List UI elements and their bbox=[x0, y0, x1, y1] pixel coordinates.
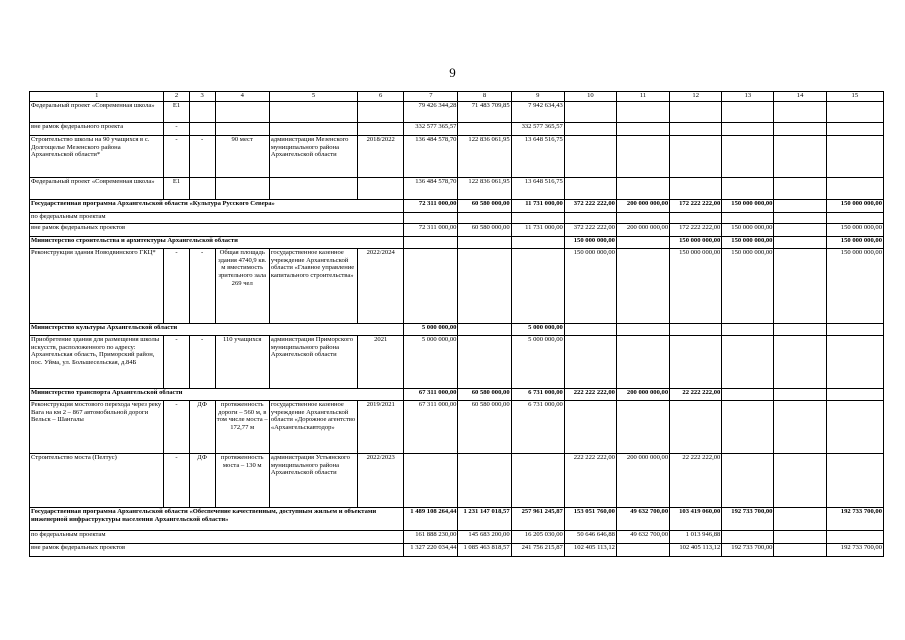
table-row bbox=[30, 401, 884, 454]
cell-regional-2 bbox=[670, 178, 722, 200]
cell-customer: государственное казенное учреждение Архангельской области «Дорожное агентство «Архангельскавтодор» bbox=[269, 401, 357, 454]
cell-regional bbox=[511, 213, 564, 224]
cell-name: вне рамок федерального проекта bbox=[30, 123, 164, 136]
section-row bbox=[30, 389, 884, 401]
cell-total-3 bbox=[722, 454, 774, 508]
cell-regional bbox=[511, 454, 564, 508]
column-header: 3 bbox=[189, 92, 215, 102]
cell-fp-code: - bbox=[164, 401, 189, 454]
cell-total bbox=[404, 237, 458, 249]
cell-federal-3 bbox=[774, 401, 826, 454]
cell-federal: 145 683 200,00 bbox=[458, 531, 511, 544]
table-row bbox=[30, 136, 884, 178]
cell-regional: 257 961 245,87 bbox=[511, 508, 564, 531]
cell-name: Федеральный проект «Современная школа» bbox=[30, 178, 164, 200]
cell-total-3 bbox=[722, 123, 774, 136]
cell-total bbox=[404, 249, 458, 324]
cell-total-2: 50 646 646,88 bbox=[564, 531, 616, 544]
cell-regional-2: 22 222 222,00 bbox=[670, 454, 722, 508]
cell-federal: 1 231 147 018,57 bbox=[458, 508, 511, 531]
column-header: 8 bbox=[458, 92, 511, 102]
cell-federal bbox=[458, 123, 511, 136]
cell-regional-3 bbox=[826, 178, 883, 200]
cell-regional-2: 1 013 946,88 bbox=[670, 531, 722, 544]
cell-total-3: 150 000 000,00 bbox=[722, 237, 774, 249]
cell-federal-2 bbox=[616, 237, 669, 249]
cell-df: ДФ bbox=[189, 401, 215, 454]
cell-regional: 7 942 634,43 bbox=[511, 102, 564, 123]
table-row bbox=[30, 249, 884, 324]
section-row bbox=[30, 508, 884, 531]
cell-federal-3 bbox=[774, 200, 826, 213]
cell-total-3 bbox=[722, 531, 774, 544]
cell-regional-2 bbox=[670, 336, 722, 389]
column-header: 6 bbox=[358, 92, 404, 102]
cell-total-2: 102 405 113,12 bbox=[564, 544, 616, 557]
cell-regional-2: 172 222 222,00 bbox=[670, 224, 722, 237]
cell-regional-2: 172 222 222,00 bbox=[670, 200, 722, 213]
cell-federal: 60 580 000,00 bbox=[458, 401, 511, 454]
cell-regional-3 bbox=[826, 123, 883, 136]
cell-total: 72 311 000,00 bbox=[404, 200, 458, 213]
cell-capacity: 110 учащихся bbox=[215, 336, 269, 389]
cell-customer: государственное казенное учреждение Архангельской области «Главное управление капитального строительства» bbox=[269, 249, 357, 324]
cell-df bbox=[189, 102, 215, 123]
cell-federal-3 bbox=[774, 213, 826, 224]
cell-period: 2018/2022 bbox=[358, 136, 404, 178]
cell-name: Реконструкция мостового перехода через реку Вага на км 2 – 867 автомобильной дороги Вельск – Шангалы bbox=[30, 401, 164, 454]
cell-total-2: 150 000 000,00 bbox=[564, 237, 616, 249]
cell-customer bbox=[269, 102, 357, 123]
cell-federal: 60 580 000,00 bbox=[458, 200, 511, 213]
cell-federal-2: 200 000 000,00 bbox=[616, 224, 669, 237]
cell-capacity bbox=[215, 102, 269, 123]
cell-name: Государственная программа Архангельской области «Культура Русского Севера» bbox=[30, 200, 404, 213]
cell-federal-2 bbox=[616, 401, 669, 454]
table-row bbox=[30, 102, 884, 123]
cell-name: Строительство школы на 90 учащихся в с. Долгощелье Мезенского района Архангельской области* bbox=[30, 136, 164, 178]
cell-federal-2 bbox=[616, 136, 669, 178]
cell-federal-2 bbox=[616, 544, 669, 557]
cell-regional-2 bbox=[670, 324, 722, 336]
cell-regional-2 bbox=[670, 213, 722, 224]
cell-df: - bbox=[189, 249, 215, 324]
cell-regional: 5 000 000,00 bbox=[511, 324, 564, 336]
cell-period bbox=[358, 178, 404, 200]
column-header: 15 bbox=[826, 92, 883, 102]
cell-period bbox=[358, 123, 404, 136]
cell-federal-2 bbox=[616, 324, 669, 336]
section-row bbox=[30, 237, 884, 249]
cell-capacity: протяженность дороги – 560 м, в том числе моста – 172,77 м bbox=[215, 401, 269, 454]
cell-regional: 332 577 365,57 bbox=[511, 123, 564, 136]
cell-regional-2: 150 000 000,00 bbox=[670, 249, 722, 324]
cell-total-2: 372 222 222,00 bbox=[564, 200, 616, 213]
cell-fp-code: - bbox=[164, 136, 189, 178]
cell-total-2: 222 222 222,00 bbox=[564, 389, 616, 401]
cell-capacity: Общая площадь здания 4740,9 кв. м вместимость зрительного зала 269 чел bbox=[215, 249, 269, 324]
cell-total: 136 484 578,70 bbox=[404, 178, 458, 200]
cell-regional-3 bbox=[826, 389, 883, 401]
table-row bbox=[30, 336, 884, 389]
cell-regional-3 bbox=[826, 454, 883, 508]
cell-name: Реконструкция здания Новодвинского ГКЦ* bbox=[30, 249, 164, 324]
cell-federal-2: 200 000 000,00 bbox=[616, 454, 669, 508]
table-row bbox=[30, 531, 884, 544]
cell-regional: 6 731 000,00 bbox=[511, 401, 564, 454]
cell-regional: 16 205 030,00 bbox=[511, 531, 564, 544]
cell-regional-3: 192 733 700,00 bbox=[826, 508, 883, 531]
cell-federal-3 bbox=[774, 123, 826, 136]
cell-regional-2: 150 000 000,00 bbox=[670, 237, 722, 249]
cell-total-3 bbox=[722, 324, 774, 336]
cell-federal-3 bbox=[774, 508, 826, 531]
cell-regional-3: 150 000 000,00 bbox=[826, 200, 883, 213]
cell-federal-2 bbox=[616, 123, 669, 136]
cell-federal-2 bbox=[616, 249, 669, 324]
cell-name: Федеральный проект «Современная школа» bbox=[30, 102, 164, 123]
cell-regional-3: 192 733 700,00 bbox=[826, 544, 883, 557]
cell-regional-3 bbox=[826, 336, 883, 389]
cell-capacity bbox=[215, 123, 269, 136]
cell-total-3 bbox=[722, 213, 774, 224]
cell-federal bbox=[458, 213, 511, 224]
cell-federal-3 bbox=[774, 531, 826, 544]
column-header: 10 bbox=[564, 92, 616, 102]
cell-name: Министерство культуры Архангельской области bbox=[30, 324, 404, 336]
cell-federal-3 bbox=[774, 336, 826, 389]
cell-regional bbox=[511, 249, 564, 324]
cell-federal-3 bbox=[774, 136, 826, 178]
cell-total-2 bbox=[564, 213, 616, 224]
cell-regional-3 bbox=[826, 324, 883, 336]
cell-fp-code: E1 bbox=[164, 102, 189, 123]
cell-total-3 bbox=[722, 389, 774, 401]
cell-regional-2: 102 405 113,12 bbox=[670, 544, 722, 557]
cell-total-2: 372 222 222,00 bbox=[564, 224, 616, 237]
cell-name: Строительство моста (Пелтус) bbox=[30, 454, 164, 508]
cell-federal-3 bbox=[774, 454, 826, 508]
cell-total-3 bbox=[722, 102, 774, 123]
table-row bbox=[30, 213, 884, 224]
cell-total-3 bbox=[722, 178, 774, 200]
cell-regional: 13 648 516,75 bbox=[511, 136, 564, 178]
cell-regional-2: 103 419 060,00 bbox=[670, 508, 722, 531]
cell-df: - bbox=[189, 336, 215, 389]
cell-total-2: 153 051 760,00 bbox=[564, 508, 616, 531]
column-header: 12 bbox=[670, 92, 722, 102]
cell-total: 5 000 000,00 bbox=[404, 336, 458, 389]
cell-total: 72 311 000,00 bbox=[404, 224, 458, 237]
cell-total-2 bbox=[564, 123, 616, 136]
cell-regional-3: 150 000 000,00 bbox=[826, 249, 883, 324]
cell-federal: 122 836 061,95 bbox=[458, 178, 511, 200]
cell-total-2 bbox=[564, 401, 616, 454]
table-row bbox=[30, 454, 884, 508]
cell-federal-2 bbox=[616, 178, 669, 200]
cell-total bbox=[404, 454, 458, 508]
cell-total-3 bbox=[722, 401, 774, 454]
cell-federal-2: 200 000 000,00 bbox=[616, 200, 669, 213]
cell-fp-code: - bbox=[164, 249, 189, 324]
cell-df bbox=[189, 178, 215, 200]
cell-federal-2: 49 632 700,00 bbox=[616, 531, 669, 544]
cell-regional-3 bbox=[826, 136, 883, 178]
cell-total-2 bbox=[564, 336, 616, 389]
cell-regional: 241 756 215,87 bbox=[511, 544, 564, 557]
cell-regional-3: 150 000 000,00 bbox=[826, 237, 883, 249]
cell-total: 136 484 578,70 bbox=[404, 136, 458, 178]
cell-federal-2 bbox=[616, 213, 669, 224]
cell-federal-2: 49 632 700,00 bbox=[616, 508, 669, 531]
cell-federal: 122 836 061,95 bbox=[458, 136, 511, 178]
cell-total: 5 000 000,00 bbox=[404, 324, 458, 336]
cell-federal bbox=[458, 249, 511, 324]
cell-customer: администрация Приморского муниципального района Архангельской области bbox=[269, 336, 357, 389]
column-header: 9 bbox=[511, 92, 564, 102]
cell-regional: 6 731 000,00 bbox=[511, 389, 564, 401]
cell-federal-3 bbox=[774, 324, 826, 336]
cell-total: 332 577 365,57 bbox=[404, 123, 458, 136]
cell-total-3: 150 000 000,00 bbox=[722, 200, 774, 213]
cell-total: 161 888 230,00 bbox=[404, 531, 458, 544]
cell-total-2 bbox=[564, 178, 616, 200]
cell-fp-code: - bbox=[164, 454, 189, 508]
cell-federal: 1 085 463 818,57 bbox=[458, 544, 511, 557]
cell-total-3: 150 000 000,00 bbox=[722, 224, 774, 237]
cell-period: 2019/2021 bbox=[358, 401, 404, 454]
cell-total: 1 489 108 264,44 bbox=[404, 508, 458, 531]
cell-regional-3 bbox=[826, 401, 883, 454]
column-header: 13 bbox=[722, 92, 774, 102]
cell-regional: 13 648 516,75 bbox=[511, 178, 564, 200]
cell-federal-3 bbox=[774, 224, 826, 237]
cell-total bbox=[404, 213, 458, 224]
cell-regional-2 bbox=[670, 136, 722, 178]
cell-name: по федеральным проектам bbox=[30, 531, 404, 544]
cell-total-3 bbox=[722, 136, 774, 178]
cell-df: - bbox=[189, 136, 215, 178]
column-header: 14 bbox=[774, 92, 826, 102]
cell-total-3: 150 000 000,00 bbox=[722, 249, 774, 324]
table-row bbox=[30, 178, 884, 200]
cell-federal bbox=[458, 237, 511, 249]
column-header: 7 bbox=[404, 92, 458, 102]
column-header-row bbox=[30, 92, 884, 102]
budget-table bbox=[29, 91, 884, 557]
cell-fp-code: - bbox=[164, 123, 189, 136]
cell-total-3: 192 733 700,00 bbox=[722, 544, 774, 557]
cell-regional-2 bbox=[670, 401, 722, 454]
cell-total-2 bbox=[564, 102, 616, 123]
cell-period: 2021 bbox=[358, 336, 404, 389]
cell-customer bbox=[269, 178, 357, 200]
cell-total: 1 327 220 034,44 bbox=[404, 544, 458, 557]
cell-total-2 bbox=[564, 324, 616, 336]
cell-total-2 bbox=[564, 136, 616, 178]
cell-name: по федеральным проектам bbox=[30, 213, 404, 224]
cell-regional: 11 731 000,00 bbox=[511, 200, 564, 213]
cell-total-3 bbox=[722, 336, 774, 389]
cell-total-3: 192 733 700,00 bbox=[722, 508, 774, 531]
cell-federal-2 bbox=[616, 336, 669, 389]
cell-name: Министерство транспорта Архангельской области bbox=[30, 389, 404, 401]
cell-regional-3: 150 000 000,00 bbox=[826, 224, 883, 237]
column-header: 5 bbox=[269, 92, 357, 102]
cell-name: вне рамок федеральных проектов bbox=[30, 224, 404, 237]
cell-regional-2: 22 222 222,00 bbox=[670, 389, 722, 401]
cell-customer: администрация Устьянского муниципального района Архангельской области bbox=[269, 454, 357, 508]
cell-regional-2 bbox=[670, 123, 722, 136]
cell-name: Приобретение здания для размещения школы искусств, расположенного по адресу: Архангельская область, Приморский район, пос. Уйма, ул. Большесельская, д.84Б bbox=[30, 336, 164, 389]
cell-total-2: 150 000 000,00 bbox=[564, 249, 616, 324]
cell-regional bbox=[511, 237, 564, 249]
table-row bbox=[30, 544, 884, 557]
column-header: 4 bbox=[215, 92, 269, 102]
cell-regional: 5 000 000,00 bbox=[511, 336, 564, 389]
column-header: 1 bbox=[30, 92, 164, 102]
cell-regional-3 bbox=[826, 213, 883, 224]
cell-federal bbox=[458, 454, 511, 508]
table-row bbox=[30, 123, 884, 136]
cell-capacity bbox=[215, 178, 269, 200]
cell-federal-2: 200 000 000,00 bbox=[616, 389, 669, 401]
cell-fp-code: - bbox=[164, 336, 189, 389]
cell-total: 67 311 000,00 bbox=[404, 389, 458, 401]
cell-federal-3 bbox=[774, 389, 826, 401]
cell-customer: администрация Мезенского муниципального района Архангельской области bbox=[269, 136, 357, 178]
cell-federal-3 bbox=[774, 178, 826, 200]
cell-federal bbox=[458, 324, 511, 336]
cell-period bbox=[358, 102, 404, 123]
cell-federal-3 bbox=[774, 544, 826, 557]
cell-total: 79 426 344,28 bbox=[404, 102, 458, 123]
cell-name: вне рамок федеральных проектов bbox=[30, 544, 404, 557]
cell-federal bbox=[458, 336, 511, 389]
cell-df bbox=[189, 123, 215, 136]
cell-name: Министерство строительства и архитектуры Архангельской области bbox=[30, 237, 404, 249]
cell-period: 2022/2023 bbox=[358, 454, 404, 508]
cell-regional: 11 731 000,00 bbox=[511, 224, 564, 237]
cell-regional-2 bbox=[670, 102, 722, 123]
cell-federal-3 bbox=[774, 249, 826, 324]
cell-federal-3 bbox=[774, 102, 826, 123]
table-row bbox=[30, 224, 884, 237]
cell-fp-code: E1 bbox=[164, 178, 189, 200]
cell-total-2: 222 222 222,00 bbox=[564, 454, 616, 508]
page-number: 9 bbox=[449, 65, 456, 80]
column-header: 2 bbox=[164, 92, 189, 102]
column-header: 11 bbox=[616, 92, 669, 102]
cell-total: 67 311 000,00 bbox=[404, 401, 458, 454]
section-row bbox=[30, 200, 884, 213]
cell-regional-3 bbox=[826, 531, 883, 544]
cell-capacity: 90 мест bbox=[215, 136, 269, 178]
cell-capacity: протяженность моста – 130 м bbox=[215, 454, 269, 508]
section-row bbox=[30, 324, 884, 336]
cell-federal: 71 483 709,85 bbox=[458, 102, 511, 123]
cell-df: ДФ bbox=[189, 454, 215, 508]
cell-federal-2 bbox=[616, 102, 669, 123]
cell-period: 2022/2024 bbox=[358, 249, 404, 324]
cell-federal: 60 580 000,00 bbox=[458, 224, 511, 237]
cell-customer bbox=[269, 123, 357, 136]
cell-name: Государственная программа Архангельской области «Обеспечение качественным, доступным жильем и объектами инженерной инфраструктуры населения Архангельской области» bbox=[30, 508, 404, 531]
cell-regional-3 bbox=[826, 102, 883, 123]
cell-federal-3 bbox=[774, 237, 826, 249]
cell-federal: 60 580 000,00 bbox=[458, 389, 511, 401]
